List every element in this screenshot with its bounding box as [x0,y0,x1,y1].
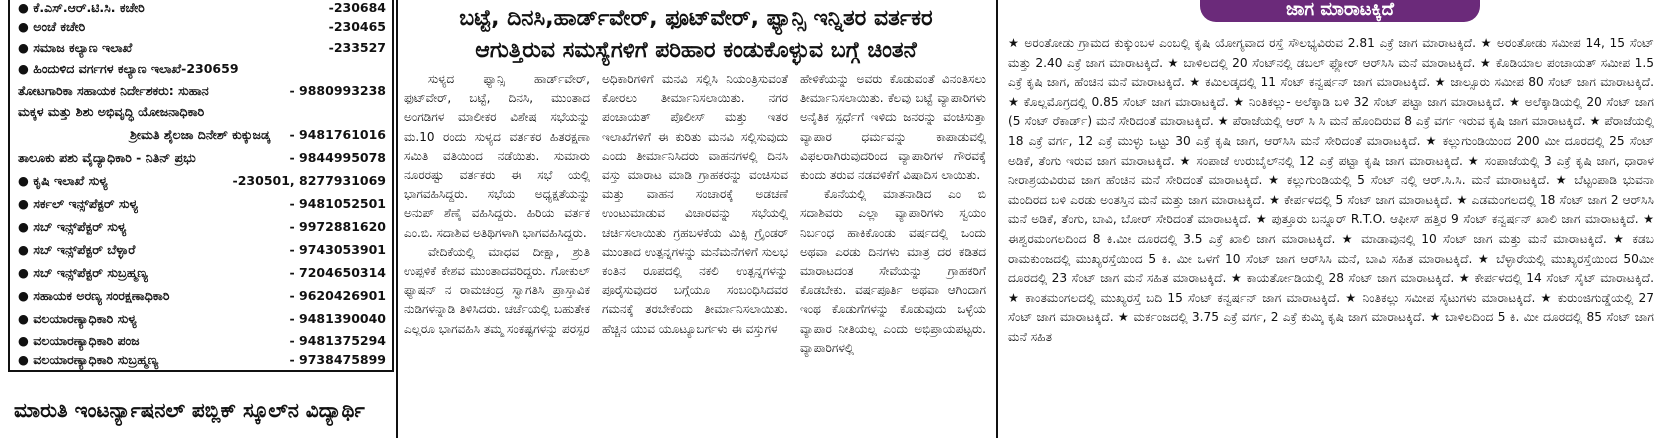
school-news-headline: ಮಾರುತಿ ಇಂಟರ್ನ್ಯಾಷನಲ್ ಪಬ್ಲಿಕ್ ಸ್ಕೂಲ್‌ನ ವಿದ್ಯಾರ್ಥಿ [14,398,365,422]
directory-label: ● ಸಹಾಯಕ ಅರಣ್ಯ ಸಂರಕ್ಷಣಾಧಿಕಾರಿ [18,288,170,303]
article-headline-line1: ಬಟ್ಟೆ, ದಿನಸಿ,ಹಾರ್ಡ್‌ವೇರ್, ಫೂಟ್‌ವೇರ್, ಫ್ಯಾನ್ಸಿ ಇನ್ನಿತರ ವರ್ತಕರ [459,6,933,31]
article-column-3 [800,70,986,438]
directory-label: ● ವಲಯಾರಣ್ಯಾಧಿಕಾರಿ ಸುಬ್ರಹ್ಮಣ್ಯ [18,352,159,367]
directory-label: ● ಸಬ್ ಇನ್ಸ್‌ಪೆಕ್ಟರ್ ಸುಬ್ರಹ್ಮಣ್ಯ [18,265,148,280]
directory-number: - 9620426901 [289,288,386,303]
directory-number: - 9972881620 [289,219,386,234]
directory-number: - 9481375294 [289,333,386,348]
directory-number: - 9738475899 [289,352,386,367]
article-paragraph: ಅಧಿಕಾರಿಗಳಿಗೆ ಮನವಿ ಸಲ್ಲಿಸಿ ನಿಯಂತ್ರಿಸುವಂತೆ ಕೋರಲು ತೀರ್ಮಾನಿಸಲಾಯಿತು. ನಗರ ಪಂಚಾಯತ್ ಪೊಲೀಸ್ ಮತ್ತು ಇತರ ಇಲಾಖೆಗಳಿಗೆ ಈ ಕುರಿತು ಮನವಿ ಸಲ್ಲಿಸುವುದು ಎಂದು ತೀರ್ಮಾನಿಸಿದರು ವಾಹನಗಳಲ್ಲಿ ದಿನಸಿ ವಸ್ತು ಮಾರಾಟ ಮಾಡಿ ಗ್ರಾಹಕರನ್ನು ವಂಚಿಸುವ ಮತ್ತು ವಾಹನ ಸಂಚಾರಕ್ಕೆ ಅಡಚಣೆ ಉಂಟುಮಾಡುವ ವಿಚಾರವನ್ನು ಸಭೆಯಲ್ಲಿ ಚರ್ಚಿಸಲಾಯಿತು ಗ್ರಹಬಳಕೆಯ ಮಿಕ್ಸಿ ಗ್ರೈಂಡರ್ ಮುಂತಾದ ಉತ್ಪನ್ನಗಳನ್ನು ಮನೆಮನೆಗಳಿಗೆ ಸುಲಭ ಕಂತಿನ ರೂಪದಲ್ಲಿ ನಕಲಿ ಉತ್ಪನ್ನಗಳನ್ನು ಪೂರೈಸುವುದರ ಬಗ್ಗೆಯೂ ಸಂಬಂಧಿಸಿದವರ ಗಮನಕ್ಕೆ ತರಬೇಕೆಂದು ತೀರ್ಮಾನಿಸಲಾಯಿತು. ಹೆಚ್ಚಿನ ಯುವ ಯೂಟ್ಯೂಬರ್ಗಳು ಈ ವಸ್ತುಗಳ [602,72,788,336]
article-headline-line2: ಆಗುತ್ತಿರುವ ಸಮಸ್ಯೆಗಳಿಗೆ ಪರಿಹಾರ ಕಂಡುಕೊಳ್ಳುವ ಬಗ್ಗೆ ಚಿಂತನೆ [475,38,917,63]
directory-number: - 7204650314 [289,265,386,280]
land-for-sale-classifieds [1002,0,1654,438]
directory-label: ● ಸಬ್ ಇನ್ಸ್‌ಪೆಕ್ಟರ್ ಸುಳ್ಯ [18,219,127,234]
article-column-2 [602,70,788,438]
directory-number: -230501, 8277931069 [232,173,386,188]
article-column-1 [404,70,590,438]
directory-number: - 9481761016 [289,127,386,142]
directory-label: ಮಕ್ಕಳ ಮತ್ತು ಶಿಶು ಅಭಿವೃದ್ಧಿ ಯೋಜನಾಧಿಕಾರಿ [18,104,205,119]
classifieds-banner: ಜಾಗ ಮಾರಾಟಕ್ಕಿದೆ [1200,0,1480,22]
directory-label: ● ಕೃಷಿ ಇಲಾಖೆ ಸುಳ್ಯ [18,173,108,188]
merchants-meeting-article [400,0,992,438]
directory-label: ಶ್ರೀಮತಿ ಶೈಲಜಾ ದಿನೇಶ್ ಕುಕ್ಕುಜಡ್ಕ [130,127,271,142]
phone-directory-box [8,0,394,372]
directory-label: ● ಕೆ.ಎಸ್.ಆರ್.ಟಿ.ಸಿ. ಕಚೇರಿ [18,0,145,15]
article-paragraph: ಕೊನೆಯಲ್ಲಿ ಮಾತನಾಡಿದ ಎಂ ಬಿ ಸದಾಶಿವರು ಎಲ್ಲಾ ವ್ಯಾಪಾರಿಗಳು ಸ್ವಯಂ ನಿರ್ಬಂಧ ಹಾಕಿಕೊಂಡು ವರ್ಷದಲ್ಲಿ ಒಂದು ಅಥವಾ ಎರಡು ದಿನಗಳು ಮಾತ್ರ ದರ ಕಡಿತದ ಮಾರಾಟದಂತ ಸೇವೆಯನ್ನು ಗ್ರಾಹಕರಿಗೆ ಕೊಡಬೇಕು. ವರ್ಷಪೂರ್ತಿ ಅಥವಾ ಆಗಿಂದಾಗ ಇಂಥ ಕೊಡುಗೆಗಳನ್ನು ಕೊಡುವುದು ಒಳ್ಳೆಯ ವ್ಯಾಪಾರ ನೀತಿಯಲ್ಲ ಎಂದು ಅಭಿಪ್ರಾಯಪಟ್ಟರು. ವ್ಯಾಪಾರಿಗಳಲ್ಲಿ [800,187,986,355]
directory-label: ● ವಲಯಾರಣ್ಯಾಧಿಕಾರಿ ಪಂಜ [18,333,140,348]
article-paragraph: ಸುಳ್ಯದ ಫ್ಯಾನ್ಸಿ ಹಾರ್ಡ್‌ವೇರ್, ಫುಟ್‌ವೇರ್, ಬಟ್ಟೆ, ದಿನಸಿ, ಮುಂತಾದ ಅಂಗಡಿಗಳ ಮಾಲೀಕರ ವಿಶೇಷ ಸಭೆಯನ್ನು ಮ.10 ರಂದು ಸುಳ್ಯದ ವರ್ತಕರ ಹಿತರಕ್ಷಣಾ ಸಮಿತಿ ವತಿಯಿಂದ ನಡೆಯಿತು. ಸುಮಾರು ನೂರರಷ್ಟು ವರ್ತಕರು ಈ ಸಭೆ ಯಲ್ಲಿ ಭಾಗವಹಿಸಿದ್ದರು. ಸಭೆಯ ಅಧ್ಯಕ್ಷತೆಯನ್ನು ಅನುಪ್ ಶೆಣೈ ವಹಿಸಿದ್ದರು. ಹಿರಿಯ ವರ್ತಕ ಎಂ.ಬಿ. ಸದಾಶಿವ ಅತಿಥಿಗಳಾಗಿ ಭಾಗವಹಿಸಿದ್ದರು. [404,72,590,240]
directory-number: -230465 [328,19,386,34]
directory-label: ● ಅಂಚೆ ಕಚೇರಿ [18,19,86,34]
directory-label: ● ವಲಯಾರಣ್ಯಾಧಿಕಾರಿ ಸುಳ್ಯ [18,311,137,326]
directory-number: - 9880993238 [289,83,386,98]
directory-label: ● ಸಬ್ ಇನ್ಸ್‌ಪೆಕ್ಟರ್ ಬೆಳ್ಳಾರೆ [18,242,136,257]
article-paragraph: ಹೇಳಿಕೆಯನ್ನು ಅವರು ಕೊಡುವಂತೆ ವಿನಂತಿಸಲು ತೀರ್ಮಾನಿಸಲಾಯಿತು. ಕೆಲವು ಬಟ್ಟೆ ವ್ಯಾಪಾರಿಗಳು ಅನೈತಿಕ ಸ್ಪರ್ಧೆಗೆ ಇಳಿದು ಜನರನ್ನು ವಂಚಿಸುತ್ತಾ ವ್ಯಾಪಾರ ಧರ್ಮವನ್ನು ಕಾಪಾಡುವಲ್ಲಿ ವಿಫಲರಾಗಿರುವುದರಿಂದ ವ್ಯಾಪಾರಿಗಳ ಗೌರವಕ್ಕೆ ಕುಂದು ತರುವ ನಡವಳಿಕೆಗೆ ವಿಷಾದಿಸ ಲಾಯಿತು. [800,72,986,183]
directory-number: - 9743053901 [289,242,386,257]
directory-number: - 9844995078 [289,150,386,165]
directory-number: - 9481390040 [289,311,386,326]
directory-number: -230684 [328,0,386,15]
article-paragraph: ವೇದಿಕೆಯಲ್ಲಿ ಮಾಧವ ದೀಕ್ಷಾ, ಶ್ರುತಿ ಉಪ್ಪಳಿಕೆ ಕೇಶವ ಮುಂತಾದವರಿದ್ದರು. ಗೋಕುಲ್ ಫ್ಯಾಷನ್ ನ ರಾಮಚಂದ್ರ ಸ್ವಾಗತಿಸಿ ಪ್ರಾಸ್ತಾವಿಕ ನುಡಿಗಳನ್ನಾಡಿ ತಿಳಿಸಿದರು. ಚರ್ಚೆಯಲ್ಲಿ ಬಹುತೇಕ ಎಲ್ಲರೂ ಭಾಗವಹಿಸಿ ತಮ್ಮ ಸಂಕಷ್ಟಗಳನ್ನು ಪರಸ್ಪರ [404,244,590,336]
directory-label: ತಾಲೂಕು ಪಶು ವೈದ್ಯಾಧಿಕಾರಿ - ನಿತಿನ್ ಪ್ರಭು [18,150,196,165]
directory-label: ● ಹಿಂದುಳಿದ ವರ್ಗಗಳ ಕಲ್ಯಾಣ ಇಲಾಖೆ-230659 [18,61,239,76]
directory-label: ● ಸಮಾಜ ಕಲ್ಯಾಣ ಇಲಾಖೆ [18,40,133,55]
column-divider-left [396,0,398,438]
directory-number: - 9481052501 [289,196,386,211]
directory-label: ತೋಟಗಾರಿಕಾ ಸಹಾಯಕ ನಿರ್ದೇಶಕರು: ಸುಹಾನ [18,83,209,98]
column-divider-right [996,0,998,438]
directory-label: ● ಸರ್ಕಲ್ ಇನ್ಸ್‌ಪೆಕ್ಟರ್ ಸುಳ್ಯ [18,196,139,211]
directory-number: -233527 [328,40,386,55]
classifieds-text: ★ ಅರಂತೋಡು ಗ್ರಾಮದ ಕುಕ್ಕುಂಬಳ ಎಂಬಲ್ಲಿ ಕೃಷಿ ಯೋಗ್ಯವಾದ ರಸ್ತೆ ಸೌಲಭ್ಯವಿರುವ 2.81 ಎಕ್ರೆ ಜಾಗ ಮಾರಾಟಕ್ಕಿದೆ. ★ ಅರಂತೋಡು ಸಮೀಪ 14, 15 ಸೆಂಟ್ ಮತ್ತು 2.40 ಎಕ್ರೆ ಜಾಗ ಮಾರಾಟಕ್ಕಿದೆ. ★ ಬಾಳಿಲದಲ್ಲಿ 20 ಸೆಂಟ್‌ನಲ್ಲಿ ಡಬಲ್ ಫ್ಲೋರ್ ಆರ್‌ಸಿಸಿ ಮನೆ ಮಾರಾಟಕ್ಕಿದೆ. ★ ಕೊಡಿಯಾಲ ಪಂಚಾಯತ್ ಸಮೀಪ 1.5 ಎಕ್ರೆ ಕೃಷಿ ಜಾಗ, ಹೆಂಚಿನ ಮನೆ ಮಾರಾಟಕ್ಕಿದೆ. ★ ಕಮಿಲಡ್ಕದಲ್ಲಿ 11 ಸೆಂಟ್ ಕನ್ವರ್ಷನ್ ಜಾಗ ಮಾರಾಟಕ್ಕಿದೆ. ★ ಜಾಲ್ಸೂರು ಸಮೀಪ 80 ಸೆಂಟ್ ಜಾಗ ಮಾರಾಟಕ್ಕಿದೆ. ★ ಕೊಲ್ಲಮೊಗ್ರದಲ್ಲಿ 0.85 ಸೆಂಟ್ ಜಾಗ ಮಾರಾಟಕ್ಕಿದೆ. ★ ನಿಂತಿಕಲ್ಲು- ಅಲೆಕ್ಕಾಡಿ ಬಳಿ 32 ಸೆಂಟ್ ಪಟ್ಟಾ ಜಾಗ ಮಾರಾಟಕ್ಕಿದೆ. ★ ಅಲೆಕ್ಕಾಡಿಯಲ್ಲಿ 20 ಸೆಂಟ್ ಜಾಗ (5 ಸೆಂಟ್ ರೆಕಾರ್ಡ್) ಮನೆ ಸೇರಿದಂತೆ ಮಾರಾಟಕ್ಕಿದೆ. ★ ಪೆರಾಜೆಯಲ್ಲಿ ಆರ್ ಸಿ ಸಿ ಮನೆ ಹೊಂದಿರುವ 8 ಎಕ್ರೆ ವರ್ಗ ಇರುವ ಕೃಷಿ ಜಾಗ ಮಾರಾಟಕ್ಕಿದೆ. ★ ಪೆರಾಜೆಯಲ್ಲಿ 18 ಎಕ್ರೆ ವರ್ಗ, 12 ಎಕ್ರೆ ಮುಳ್ಳು ಒಟ್ಟು 30 ಎಕ್ರೆ ಕೃಷಿ ಜಾಗ, ಆರ್‌ಸಿಸಿ ಮನೆ ಸೇರಿದಂತೆ ಮಾರಾಟಕ್ಕಿದೆ. ★ ಕಲ್ಲುಗುಂಡಿಯಿಂದ 200 ಮೀ ದೂರದಲ್ಲಿ 25 ಸೆಂಟ್ ಅಡಿಕೆ, ತೆಂಗು ಇರುವ ಜಾಗ ಮಾರಾಟಕ್ಕಿದೆ. ★ ಸಂಪಾಜೆ ಉರುಬೈಲ್‌ನಲ್ಲಿ 12 ಎಕ್ರೆ ಪಟ್ಟಾ ಕೃಷಿ ಜಾಗ ಮಾರಾಟಕ್ಕಿದೆ. ★ ಸಂಪಾಜೆಯಲ್ಲಿ 3 ಎಕ್ರೆ ಕೃಷಿ ಜಾಗ, ಧಾರಾಳ ನೀರಾಶ್ರಯವಿರುವ ಜಾಗ ಹೆಂಚಿನ ಮನೆ ಸೇರಿದಂತೆ ಮಾರಾಟಕ್ಕಿದೆ. ★ ಕಲ್ಲುಗುಂಡಿಯಲ್ಲಿ 5 ಸೆಂಟ್ ನಲ್ಲಿ ಆರ್.ಸಿ.ಸಿ. ಮನೆ ಮಾರಾಟಕ್ಕಿದೆ. ★ ಬೆಟ್ಟಂಪಾಡಿ ಭುವನಾ ಮಂದಿರದ ಬಳಿ ಎರಡು ಅಂತಸ್ತಿನ ಮನೆ ಮತ್ತು ಜಾಗ ಮಾರಾಟಕ್ಕಿದೆ. ★ ಕೇರ್ಪಳದಲ್ಲಿ 5 ಸೆಂಟ್ ಜಾಗ ಮಾರಾಟಕ್ಕಿದೆ. ★ ಎಡಮಂಗಲದಲ್ಲಿ 18 ಸೆಂಟ್ ಜಾಗ 2 ಆರ್‌ಸಿಸಿ ಮನೆ ಅಡಿಕೆ, ತೆಂಗು, ಬಾವಿ, ಬೋರ್ ಸೇರಿದಂತೆ ಮಾರಾಟಕ್ಕಿದೆ. ★ ಪುತ್ತೂರು ಬನ್ನೂರ್ R.T.O. ಆಫೀಸ್ ಹತ್ತಿರ 9 ಸೆಂಟ್ ಕನ್ವರ್ಷನ್ ಖಾಲಿ ಜಾಗ ಮಾರಾಟಕ್ಕಿದೆ. ★ ಈಶ್ವರಮಂಗಲದಿಂದ 8 ಕಿ.ಮೀ ದೂರದಲ್ಲಿ 3.5 ಎಕ್ರೆ ಖಾಲಿ ಜಾಗ ಮಾರಾಟಕ್ಕಿದೆ. ★ ಮಾಡಾವುನಲ್ಲಿ 10 ಸೆಂಟ್ ಜಾಗ ಮತ್ತು ಮನೆ ಮಾರಾಟಕ್ಕಿದೆ. ★ ಕಡಬ ರಾಮಕುಂಜದಲ್ಲಿ ಮುಖ್ಯರಸ್ತೆಯಿಂದ 5 ಕಿ. ಮೀ ಒಳಗೆ 10 ಸೆಂಟ್ ಜಾಗ ಆರ್‌ಸಿಸಿ ಮನೆ, ಬಾವಿ ಸಹಿತ ಮಾರಾಟಕ್ಕಿದೆ. ★ ಬೆಳ್ಳಾರೆಯಲ್ಲಿ ಮುಖ್ಯರಸ್ತೆಯಿಂದ 50ಮೀ ದೂರದಲ್ಲಿ 23 ಸೆಂಟ್ ಜಾಗ ಮನೆ ಸಹಿತ ಮಾರಾಟಕ್ಕಿದೆ. ★ ಕಾಯರ್ತೋಡಿಯಲ್ಲಿ 28 ಸೆಂಟ್ ಜಾಗ ಮಾರಾಟಕ್ಕಿದೆ. ★ ಕೇರ್ಪಳದಲ್ಲಿ 14 ಸೆಂಟ್ ಸೈಟ್ ಮಾರಾಟಕ್ಕಿದೆ. ★ ಕಾಂತಮಂಗಲದಲ್ಲಿ ಮುಖ್ಯರಸ್ತೆ ಬದಿ 15 ಸೆಂಟ್ ಕನ್ವರ್ಷನ್ ಜಾಗ ಮಾರಾಟಕ್ಕಿದೆ. ★ ನಿಂತಿಕಲ್ಲು ಸಮೀಪ ಸೈಟುಗಳು ಮಾರಾಟಕ್ಕಿದೆ. ★ ಕುರುಂಜಿಗುಡ್ಡೆಯಲ್ಲಿ 27 ಸೆಂಟ್ ಜಾಗ ಮಾರಾಟಕ್ಕಿದೆ. ★ ಮರ್ಕಂಜದಲ್ಲಿ 3.75 ಎಕ್ರೆ ವರ್ಗ, 2 ಎಕ್ರೆ ಕುಮ್ಕಿ ಕೃಷಿ ಜಾಗ ಮಾರಾಟಕ್ಕಿದೆ. ★ ಬಾಳಿಲದಿಂದ 5 ಕಿ. ಮೀ ದೂರದಲ್ಲಿ 85 ಸೆಂಟ್ ಜಾಗ ಮನೆ ಸಹಿತ [1008,36,1654,344]
